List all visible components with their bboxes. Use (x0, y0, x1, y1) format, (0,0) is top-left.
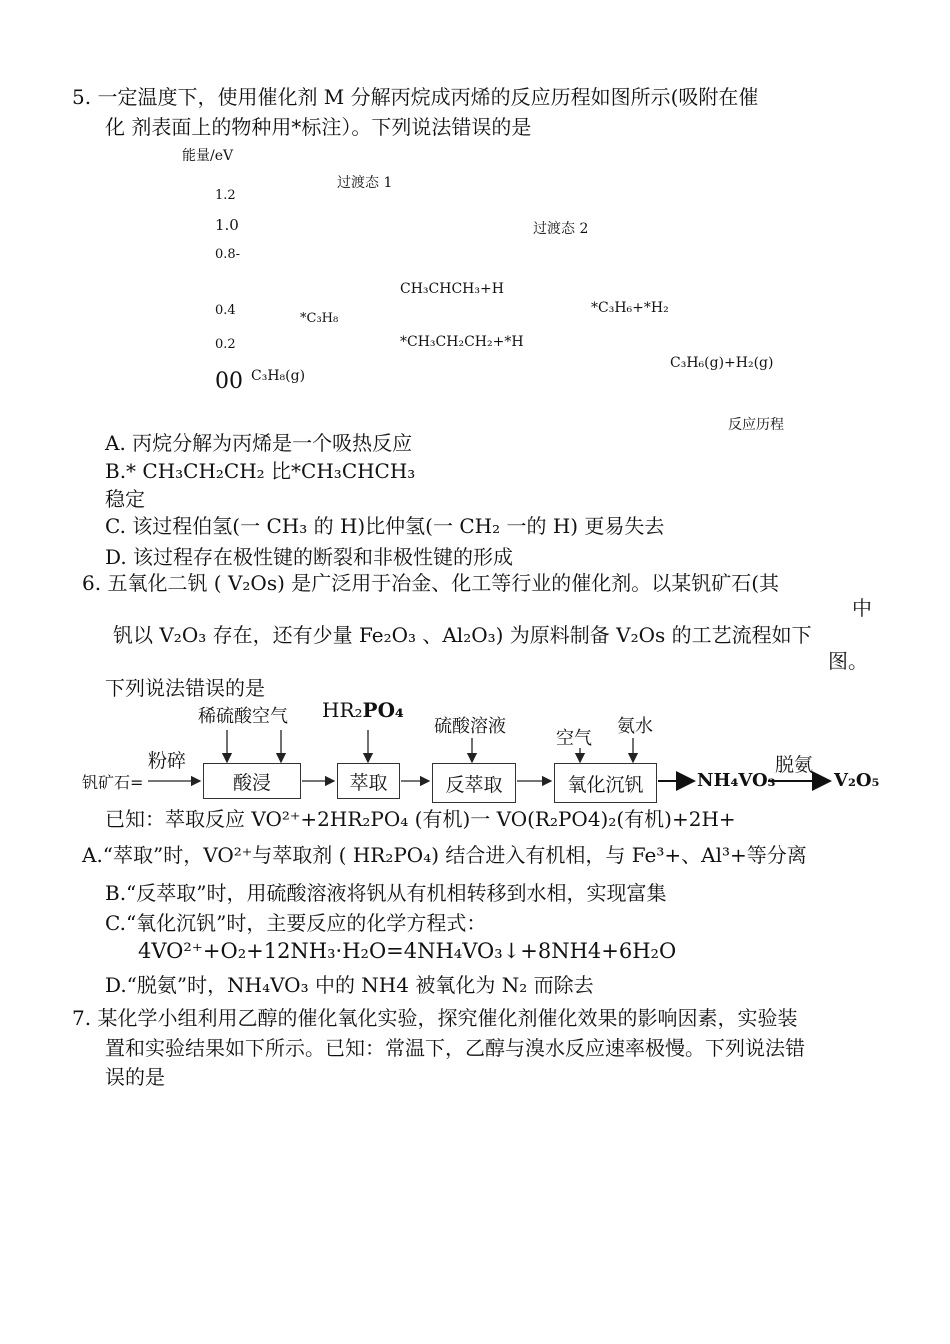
chart-ylabel: 能量/eV (182, 148, 234, 164)
box-extraction: 萃取 (337, 763, 400, 799)
q5-option-a: A. 丙烷分解为丙烯是一个吸热反应 (105, 431, 413, 455)
q6-option-c-equation: 4VO²⁺+O₂+12NH₃·H₂O=4NH₄VO₃↓+8NH4+6H₂O (138, 939, 677, 963)
step-crush-label: 粉碎 (148, 750, 187, 772)
q5-option-d: D. 该过程存在极性键的断裂和非极性键的形成 (105, 545, 514, 569)
q6-known-reaction: 已知：萃取反应 VO²⁺+2HR₂PO₄ (有机)一 VO(R₂PO4)₂(有机)+2H+ (105, 807, 736, 831)
q6-stem-line2: 钒以 V₂O₃ 存在，还有少量 Fe₂O₃ 、Al₂O₃) 为原料制备 V₂Os 的工艺流程如下 (113, 623, 812, 647)
q6-stem-line2-end: 图。 (828, 649, 868, 673)
q5-option-b: B.* CH₃CH₂CH₂ 比*CH₃CHCH₃ (105, 459, 416, 483)
input-ammonia-water: 氨水 (617, 716, 653, 737)
q6-option-b: B.“反萃取”时，用硫酸溶液将钒从有机相转移到水相，实现富集 (105, 881, 667, 905)
tick-label: 00 (215, 369, 243, 394)
q5-option-c: C. 该过程伯氢(一 CH₃ 的 H)比仲氢(一 CH₂ 一的 H) 更易失去 (105, 514, 665, 538)
product-vanadium-pentoxide: V₂O₅ (834, 770, 880, 791)
label-transition-state-2: 过渡态 2 (533, 221, 589, 237)
q6-option-d: D.“脱氨”时，NH₄VO₃ 中的 NH4 被氧化为 N₂ 而除去 (105, 973, 594, 997)
q6-option-a: A.“萃取”时，VO²⁺与萃取剂 ( HR₂PO₄) 结合进入有机相，与 Fe³+、Al³+等分离 (82, 843, 807, 867)
q6-option-c: C.“氧化沉钒”时，主要反应的化学方程式： (105, 911, 487, 935)
q6-stem-line3: 下列说法错误的是 (105, 676, 265, 700)
label-end-products: C₃H₆(g)+H₂(g) (670, 355, 774, 371)
input-sulfuric-acid-solution: 硫酸溶液 (434, 716, 506, 737)
q6-stem-line1: 6. 五氧化二钒 ( V₂Os) 是广泛用于冶金、化工等行业的催化剂。以某钒矿石(其 (82, 571, 780, 595)
input-dilute-sulfuric-acid-air: 稀硫酸空气 (198, 706, 288, 727)
q7-stem-line1: 7. 某化学小组利用乙醇的催化氧化实验，探究催化剂催化效果的影响因素，实验装 (72, 1006, 798, 1030)
q5-stem-line1: 5. 一定温度下，使用催化剂 M 分解丙烷成丙烯的反应历程如图所示(吸附在催 (72, 85, 759, 109)
q5-option-b-cont: 稳定 (105, 487, 145, 511)
label-intermediate-1: CH₃CHCH₃+H (400, 281, 504, 297)
tick-label: 1.0 (215, 216, 239, 234)
q7-stem-line2: 置和实验结果如下所示。已知：常温下，乙醇与溴水反应速率极慢。下列说法错 (105, 1036, 805, 1060)
input-air: 空气 (556, 728, 592, 749)
chart-xlabel: 反应历程 (728, 417, 784, 433)
label-intermediate-3: *CH₃CH₂CH₂+*H (400, 334, 524, 350)
q7-stem-line3: 误的是 (105, 1065, 165, 1089)
label-intermediate-2: *C₃H₆+*H₂ (591, 300, 669, 316)
tick-label: 1.2 (215, 188, 236, 203)
box-back-extraction: 反萃取 (432, 763, 516, 803)
label-adsorbed-propane: *C₃H₈ (300, 311, 339, 326)
step-deammoniation-label: 脱氨 (775, 754, 814, 776)
tick-label: 0.2 (215, 337, 236, 352)
label-transition-state-1: 过渡态 1 (337, 175, 393, 191)
q6-stem-line1-end: 中 (852, 596, 872, 620)
box-oxidation-precipitation: 氧化沉钒 (554, 763, 657, 803)
input-extractant-part1: HR₂ (322, 698, 363, 722)
raw-material-ore: 钒矿石= (82, 773, 144, 792)
q5-stem-line2: 化 剂表面上的物种用*标注）。下列说法错误的是 (105, 115, 532, 139)
box-acid-leaching: 酸浸 (203, 763, 301, 799)
input-extractant-part2: PO₄ (362, 698, 404, 722)
tick-label: 0.4 (215, 303, 236, 318)
input-extractant (322, 698, 404, 722)
tick-label: 0.8- (215, 247, 241, 262)
label-start-propane: C₃H₈(g) (251, 368, 306, 384)
product-ammonium-metavanadate: NH₄VO₃ (697, 770, 776, 791)
